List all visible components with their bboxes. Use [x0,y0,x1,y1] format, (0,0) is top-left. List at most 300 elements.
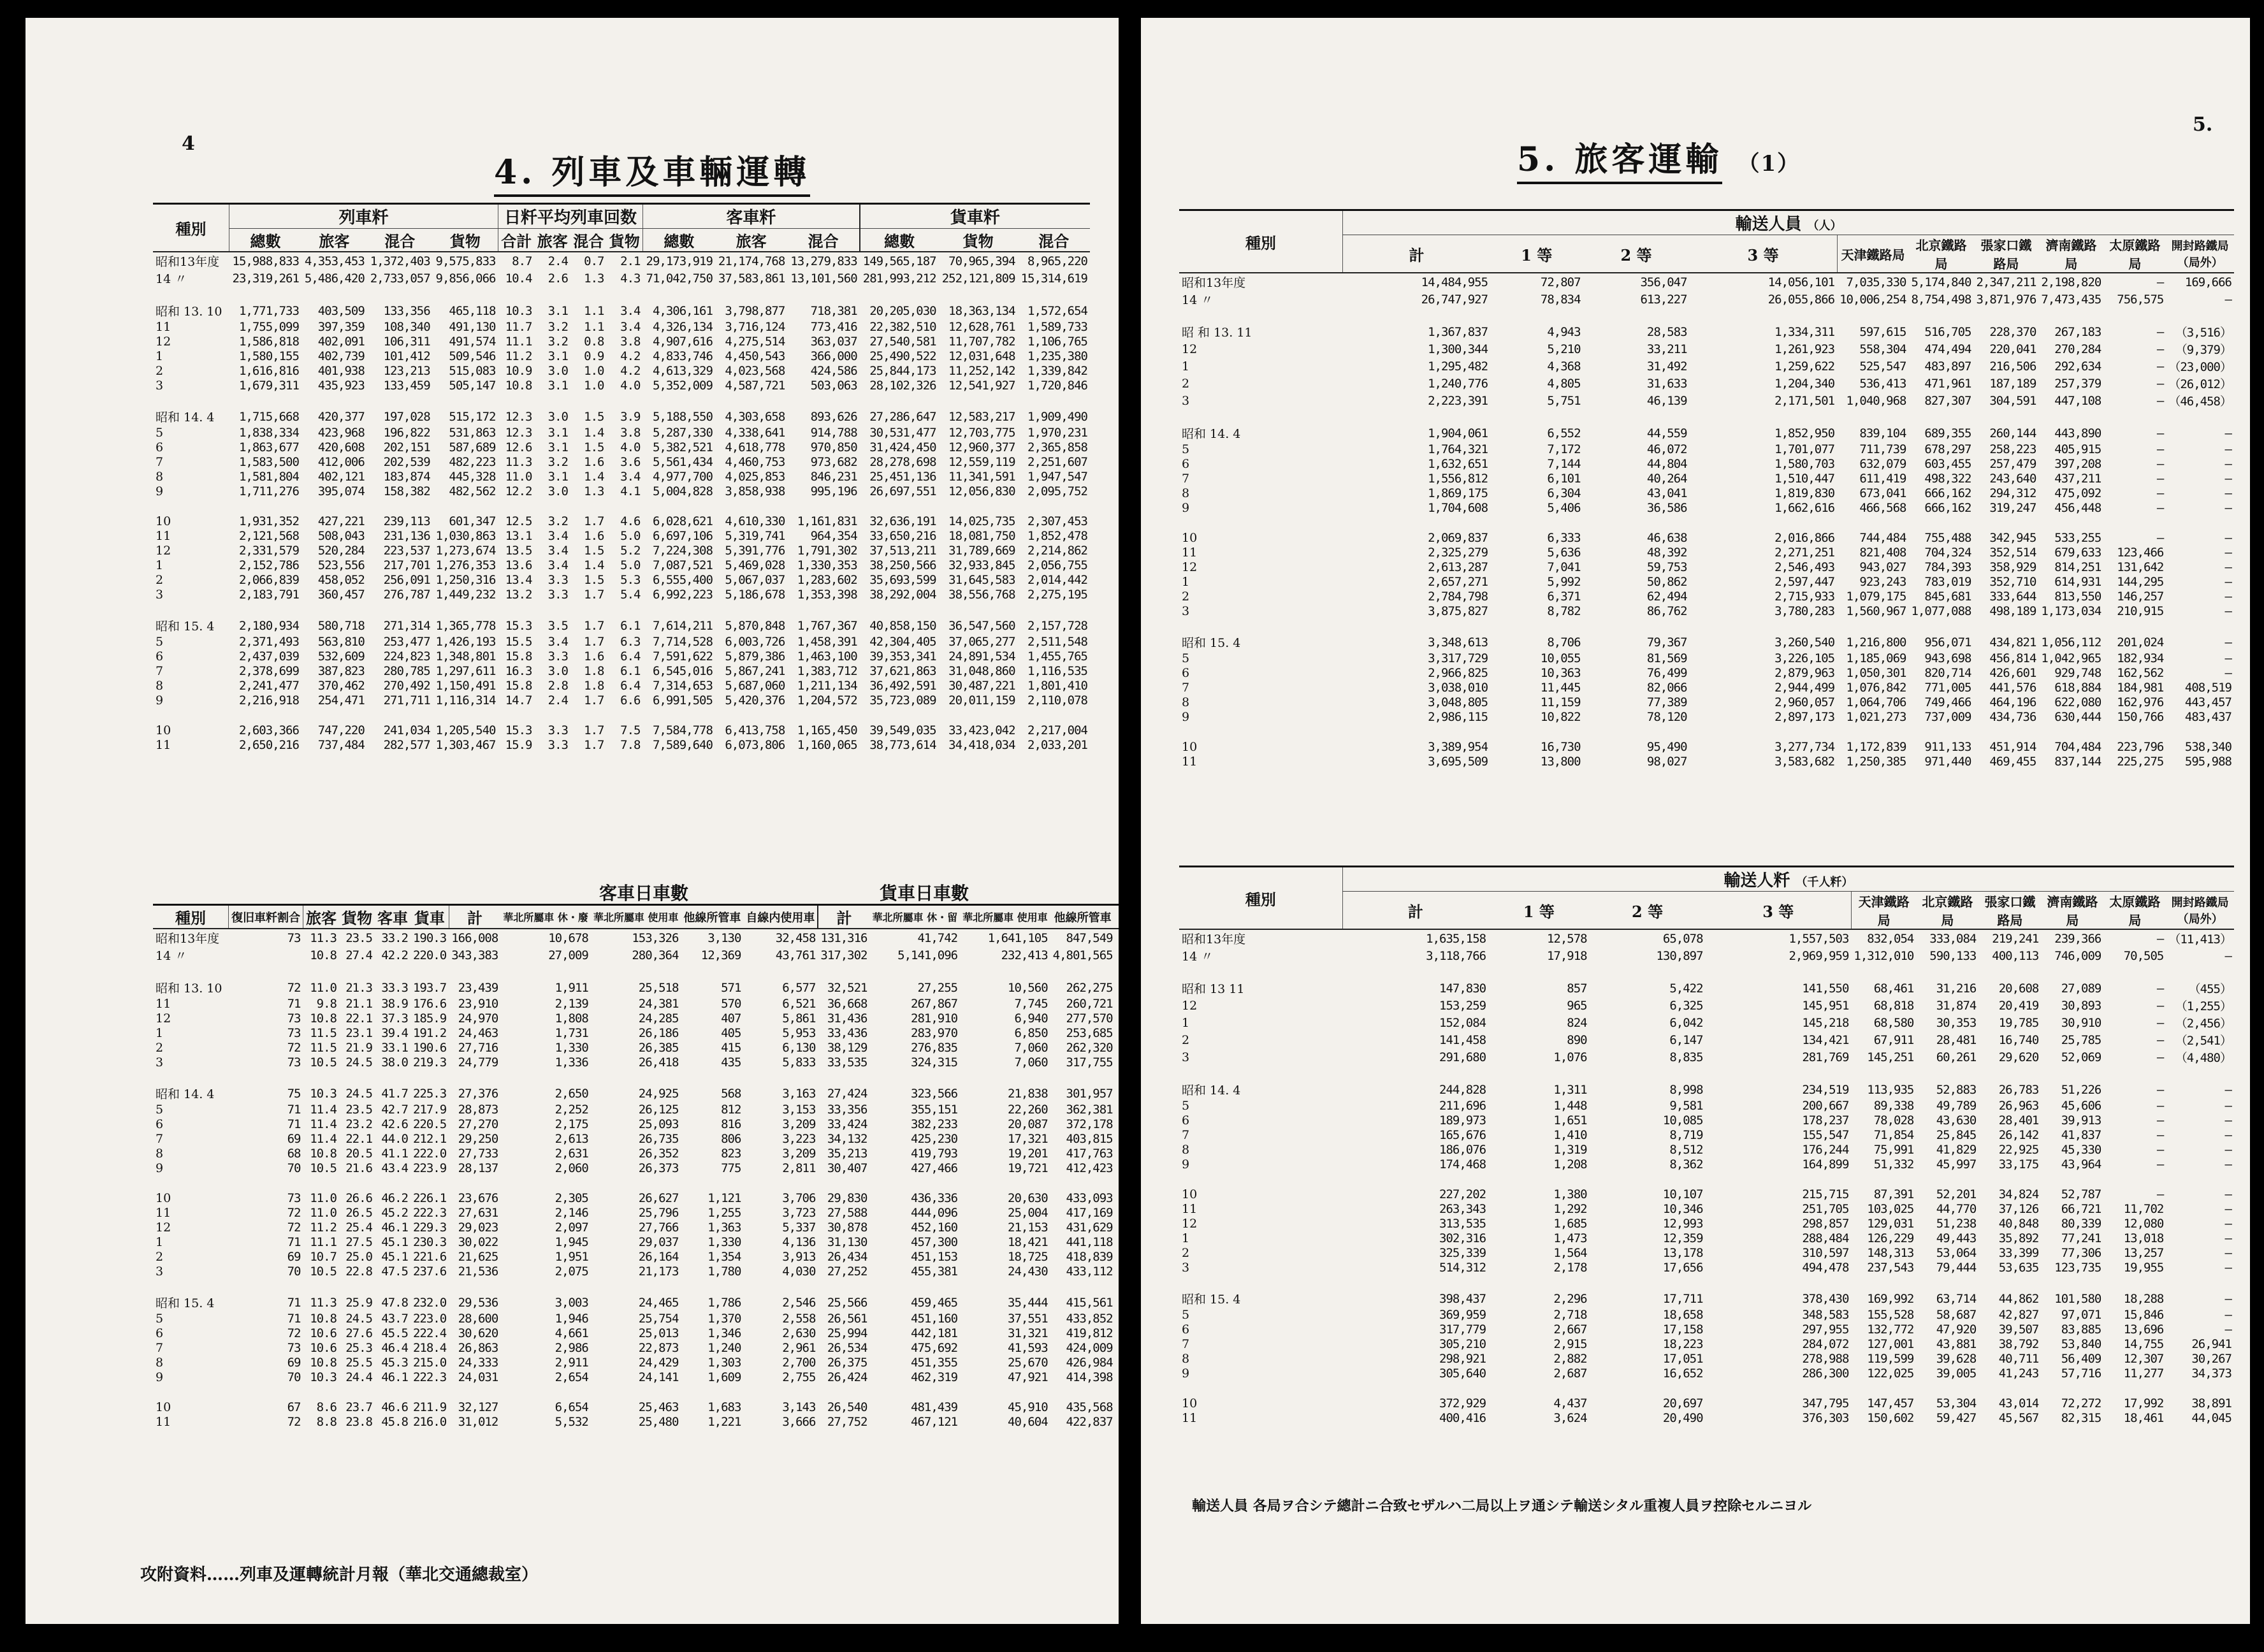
table-cell: 27.4 [345,948,372,962]
table-cell: 294,312 [1989,486,2036,500]
table-cell: 305,210 [1439,1337,1486,1351]
table-cell [410,1175,449,1191]
row-label: 6 [156,1326,164,1340]
table-cell: 372,178 [1066,1117,1113,1131]
table-cell: 31,492 [1646,359,1687,373]
table-cell: 47,920 [1936,1322,1977,1337]
table-cell: — [2224,530,2231,545]
table-cell [1837,618,1908,634]
table-cell [787,602,859,617]
table-cell: 1,042,965 [2041,651,2101,665]
table-cell: 123,213 [383,363,430,378]
table-cell: 174,468 [1439,1157,1486,1171]
table-cell: 424,009 [1066,1340,1113,1355]
table-cell: — [2156,426,2164,440]
table-cell: 281,769 [1802,1050,1849,1064]
table-cell: 129,031 [1867,1216,1914,1231]
row-label: 7 [156,1340,164,1355]
col-header: 濟南鐵路局 [2038,235,2103,273]
table-cell: 25,754 [638,1311,679,1326]
table-cell: 20,608 [1998,981,2039,996]
table-cell: 271,711 [383,693,430,707]
table-cell [681,1175,743,1191]
table-cell [500,1384,591,1400]
table-cell: 43,881 [1936,1337,1977,1351]
table-cell: — [2156,998,2164,1013]
table-cell [1488,964,1590,980]
col-header: 旅客 [301,229,367,252]
table-cell: 28,137 [458,1161,498,1175]
table-cell [1115,1117,1119,1131]
table-cell: 2,897,173 [1774,709,1835,724]
table-cell: 59,753 [1646,560,1687,574]
table-cell: 1,330 [555,1040,588,1055]
table-cell [228,1384,303,1400]
table-cell [570,498,607,514]
table-cell: 832,054 [1867,931,1914,946]
row-label: 5 [156,1311,164,1326]
table-cell: 2,687 [1553,1366,1587,1380]
table-cell [449,1279,500,1294]
table-cell: 292,634 [2054,359,2101,373]
table-cell: 225.3 [412,1086,447,1101]
row-label: 1 [1182,359,1190,373]
table-cell: 281,993,212 [862,271,936,286]
table-cell: 813,550 [2054,589,2101,604]
table-cell: 10.8 [310,1146,337,1161]
table-cell [1916,964,1978,980]
table-cell: 1,050,301 [1846,665,1906,680]
table-cell: 622,080 [2054,695,2101,709]
row-label [153,964,228,979]
table-cell [2166,1275,2234,1290]
table-cell [1706,964,1852,980]
table-cell: 6,697,106 [652,528,713,543]
table-cell: 1.7 [584,618,604,633]
table-cell: — [2224,1157,2231,1171]
table-cell: 10.3 [310,1086,337,1101]
table-cell: 25.9 [345,1295,372,1310]
table-cell: 43.7 [381,1311,408,1326]
table-cell: 6,333 [1547,530,1581,545]
table-cell: 3,913 [782,1249,816,1264]
table-cell: 101,412 [383,349,430,363]
row-label: 3 [1182,604,1190,618]
table-cell: 3.4 [620,469,641,484]
table-cell: 6,028,621 [652,514,713,528]
table-cell: 1,040,968 [1846,393,1906,408]
table-cell [1490,618,1583,634]
table-cell: 12,583,217 [948,409,1015,424]
table-cell: 5.2 [620,543,641,558]
table-cell: 12,703,775 [948,425,1015,440]
table-cell: 3.3 [548,649,568,663]
table-cell: 21,625 [458,1249,498,1264]
table-cell: 823 [721,1146,741,1161]
col-header: 3 等 [1690,235,1838,273]
row-label: 3 [1182,1260,1190,1275]
table-cell: 5.4 [620,587,641,602]
table-cell: 26,561 [827,1311,867,1326]
table-cell: 217.9 [412,1102,447,1117]
table-cell: 46.1 [381,1370,408,1384]
table-cell: 211,696 [1439,1098,1486,1113]
table-cell: （46,458） [2168,395,2231,409]
table-cell: 11.1 [505,334,532,349]
table-cell: 405 [721,1025,741,1040]
table-row [153,469,1090,484]
table-row [1179,1410,2234,1425]
table-cell: 51,238 [1936,1216,1977,1231]
table-row [1179,929,2234,947]
table-cell: 215.0 [412,1355,447,1370]
table-cell [570,287,607,302]
table-cell: 16,730 [1540,739,1581,754]
table-cell: 2,944,499 [1774,680,1835,695]
table-cell: 15.9 [505,737,532,752]
table-cell [1342,1380,1488,1396]
table-cell: 68 [287,1146,301,1161]
table-cell: 24.5 [345,1055,372,1069]
table-cell [1583,618,1690,634]
table-cell: 183,874 [383,469,430,484]
table-cell: 79,367 [1646,635,1687,649]
table-row [153,484,1090,498]
table-cell: 223.9 [412,1161,447,1175]
table-cell: 28,583 [1646,324,1687,339]
table-cell: 995,196 [810,484,857,498]
table-cell: 5,067,037 [725,572,785,587]
table-cell: 1,255 [708,1205,741,1220]
table-cell: 12,031,648 [948,349,1015,363]
table-cell [715,602,787,617]
table-cell: 5,867,241 [725,663,785,678]
table-cell: 2,157,728 [1027,618,1087,633]
table-cell: 12,080 [2123,1216,2164,1231]
table-cell: 256,091 [383,572,430,587]
table-cell [570,393,607,408]
table-cell: 3.1 [548,469,568,484]
table-cell: 814,251 [2054,560,2101,574]
table-cell: 2,069,837 [1428,530,1488,545]
table-cell [960,964,1050,979]
table-cell: 25,490,522 [869,349,936,363]
table-cell: 6,101 [1547,471,1581,486]
table-cell: — [2224,574,2231,589]
table-row [1179,1098,2234,1113]
table-cell: 2,650 [555,1086,588,1101]
table-row [153,572,1090,587]
table-cell [367,393,433,408]
table-row [153,349,1090,363]
table-cell [2103,1171,2166,1187]
table-cell [1690,308,1838,323]
table-cell [449,1175,500,1191]
table-cell [1973,308,2038,323]
table-cell: 37,065,277 [948,634,1015,649]
table-cell: 216,506 [1989,359,2036,373]
row-label: 14 〃 [156,272,187,286]
table-cell: 77,241 [2061,1231,2101,1245]
col-header: 混合 [367,229,433,252]
table-cell: 426,601 [1989,665,2036,680]
row-label: 昭和13年度 [1182,932,1246,946]
row-label: 5 [1182,651,1190,665]
table-cell: 29,173,919 [646,254,713,268]
table-cell: 3,226,105 [1774,651,1835,665]
table-cell: 773,416 [810,319,857,334]
row-label: 9 [1182,500,1190,515]
table-cell: 970,850 [810,440,857,454]
table-cell: 711,739 [1859,442,1906,456]
table-cell: 32,458 [775,931,816,945]
table-cell: — [2156,1082,2164,1097]
table-cell: 27,424 [827,1086,867,1101]
table-cell: 297,955 [1802,1322,1849,1337]
table-cell: 301,957 [1066,1086,1113,1101]
table-cell: 673,041 [1859,486,1906,500]
table-row [153,634,1090,649]
table-cell [301,287,367,302]
table-cell: 3.4 [548,543,568,558]
table-cell [1115,946,1119,964]
table-cell: 176,244 [1802,1142,1849,1157]
table-cell: 456,448 [2054,500,2101,515]
table-cell: 424,586 [810,363,857,378]
table-cell: 1,473 [1553,1231,1587,1245]
table-cell: 4,136 [782,1235,816,1249]
table-cell: 929,748 [2054,665,2101,680]
table-cell: 2,911 [555,1355,588,1370]
table-row [1179,1366,2234,1380]
table-row [1179,486,2234,500]
table-cell: 14.7 [505,693,532,707]
table-cell: 1.3 [584,271,604,286]
table-cell: 148,313 [1867,1245,1914,1260]
table-cell: 25.3 [345,1340,372,1355]
table-cell: 7,035,330 [1846,275,1906,289]
row-label [1179,515,1343,530]
table-cell: 11.3 [505,454,532,469]
table-cell: 24.4 [345,1370,372,1384]
table-cell: 46.6 [381,1400,408,1414]
row-spacer [153,1279,1119,1294]
table-cell: 134,421 [1802,1032,1849,1047]
table-cell: 2,014,442 [1027,572,1087,587]
table-cell [228,1175,303,1191]
table-cell [1490,515,1583,530]
table-cell [1909,308,1974,323]
table-cell: 2,252 [555,1102,588,1117]
table-cell: — [2224,589,2231,604]
table-cell: 2,546 [782,1295,816,1310]
table-cell: 37,583,861 [718,271,785,286]
table-cell: 68,580 [1873,1015,1914,1030]
table-cell: 52,201 [1936,1187,1977,1201]
footnote: 輸送人員 各局ヲ合シテ總計ニ合致セザルハ二局以上ヲ通シテ輸送シタル重複人員ヲ控除セルニヨル [1192,1498,1812,1514]
table-cell: — [2224,651,2231,665]
table-cell: 11,277 [2123,1366,2164,1380]
table-cell: 666,162 [1924,500,1971,515]
table-cell [2103,618,2166,634]
table-cell: 5,422 [1669,981,1703,996]
table-cell: 5.0 [620,528,641,543]
table-cell: 333,084 [1929,931,1977,946]
table-cell: 24,779 [458,1055,498,1069]
table-cell: 24.5 [345,1311,372,1326]
table-cell: 1,365,778 [435,618,496,633]
table-row [153,946,1119,964]
table-cell: 5,861 [782,1011,816,1025]
table-cell: 2.8 [548,678,568,693]
table-cell: 4,805 [1547,376,1581,391]
table-cell: 6,413,758 [725,723,785,737]
table-cell: 244,828 [1439,1082,1486,1097]
table-cell: 262,320 [1066,1040,1113,1055]
table-cell [787,287,859,302]
table-cell: 467,121 [911,1414,958,1429]
table-cell: 666,162 [1924,486,1971,500]
table-cell: — [2156,486,2164,500]
table-cell: 515,172 [449,409,496,424]
table-cell: 190.6 [412,1040,447,1055]
table-cell: 14,755 [2123,1337,2164,1351]
table-cell: 1.3 [584,484,604,498]
table-cell: 2.4 [548,254,568,268]
table-cell: 893,626 [810,409,857,424]
row-label: 6 [1182,665,1190,680]
table-cell: 29,830 [827,1191,867,1205]
table-cell: 48,392 [1646,545,1687,560]
table-cell: 46,072 [1646,442,1687,456]
table-cell: 24,333 [458,1355,498,1370]
table-cell: 27,752 [827,1414,867,1429]
table-row [153,1326,1119,1340]
table-cell: 231,136 [383,528,430,543]
table-cell: 178,237 [1802,1113,1849,1127]
table-cell: 1,904,061 [1428,426,1488,440]
table-cell [643,707,715,723]
table-row [1179,273,2234,291]
table-cell: 310,597 [1802,1245,1849,1260]
table-cell [2103,1380,2166,1396]
table-row [153,723,1090,737]
table-cell: 437,211 [2054,471,2101,486]
table-cell: 22,925 [1998,1142,2039,1157]
table-cell [743,1175,818,1191]
table-cell: 1.7 [584,723,604,737]
table-cell: 352,710 [1989,574,2036,589]
table-cell [2166,515,2234,530]
table-cell: 6,545,016 [652,663,713,678]
table-cell: 9,581 [1669,1098,1703,1113]
table-cell: 101,580 [2054,1291,2101,1306]
table-cell: 443,457 [2184,695,2231,709]
table-cell [960,1384,1050,1400]
row-label: 7 [1182,471,1190,486]
table-cell: 36,668 [827,996,867,1011]
table-cell: 3,583,682 [1774,754,1835,769]
table-cell: 26,627 [638,1191,679,1205]
table-cell: 20,630 [1008,1191,1048,1205]
row-label: 昭和13年度 [156,255,220,269]
table-cell: 2,033,201 [1027,737,1087,752]
table-cell: 263,343 [1439,1201,1486,1216]
table-cell: 29,037 [638,1235,679,1249]
row-label: 6 [156,440,164,454]
table-cell: 20.5 [345,1146,372,1161]
table-cell: 11.4 [310,1102,337,1117]
table-cell: 1,704,608 [1428,500,1488,515]
table-cell: 1,808 [555,1011,588,1025]
table-cell: 3,723 [782,1205,816,1220]
table-cell: 29,023 [458,1220,498,1235]
table-cell: 471,961 [1924,376,1971,391]
table-cell: 39,353,341 [869,649,936,663]
table-cell: 4,025,853 [725,469,785,484]
table-cell [715,707,787,723]
table-cell [870,1384,961,1400]
table-cell: 2,986,115 [1428,709,1488,724]
table-row [153,1264,1119,1279]
table-cell [1115,1131,1119,1146]
table-cell: 3.1 [548,303,568,318]
table-cell [1851,1275,1916,1290]
table-cell [1851,1066,1916,1081]
table-cell: 72 [287,1326,301,1340]
table-cell: 2,178 [1553,1260,1587,1275]
table-cell: 191.2 [412,1025,447,1040]
table-cell: 78,834 [1540,292,1581,307]
table-cell: 382,233 [911,1117,958,1131]
table-cell: 3.9 [620,409,641,424]
table-cell: 10.8 [310,948,337,962]
table-cell: 0.8 [584,334,604,349]
row-label: 9 [1182,1157,1190,1171]
table-cell: 837,144 [2054,754,2101,769]
table-cell: 1,363 [708,1220,741,1235]
table-cell: 5,186,678 [725,587,785,602]
table-row [1179,1048,2234,1066]
table-cell: 1.5 [584,440,604,454]
table-cell: — [2156,471,2164,486]
col-header: 計 [1343,235,1491,273]
table-cell: 7,060 [1014,1055,1048,1069]
table-cell: 3,118,766 [1426,948,1486,963]
table-cell: 402,739 [317,349,365,363]
table-cell: 1,319 [1553,1142,1587,1157]
table-cell: 19,785 [1998,1015,2039,1030]
table-cell: 313,535 [1439,1216,1486,1231]
row-label: 2 [156,363,164,378]
table-cell [1050,1175,1115,1191]
table-cell: 2,715,933 [1774,589,1835,604]
table-cell: 5,382,521 [652,440,713,454]
table-cell: 5,953 [782,1025,816,1040]
table-cell: 26,418 [638,1055,679,1069]
table-cell: 333,644 [1989,589,2036,604]
table-cell: 1,616,816 [238,363,299,378]
table-cell [433,393,498,408]
table-cell [1050,964,1115,979]
table-cell: 25,518 [638,980,679,995]
table-cell: 964,354 [810,528,857,543]
train-operation-table [153,203,1090,752]
table-row [153,1025,1119,1040]
table-cell: 3,130 [708,931,741,945]
table-cell: 2,121,568 [238,528,299,543]
table-cell [1973,515,2038,530]
